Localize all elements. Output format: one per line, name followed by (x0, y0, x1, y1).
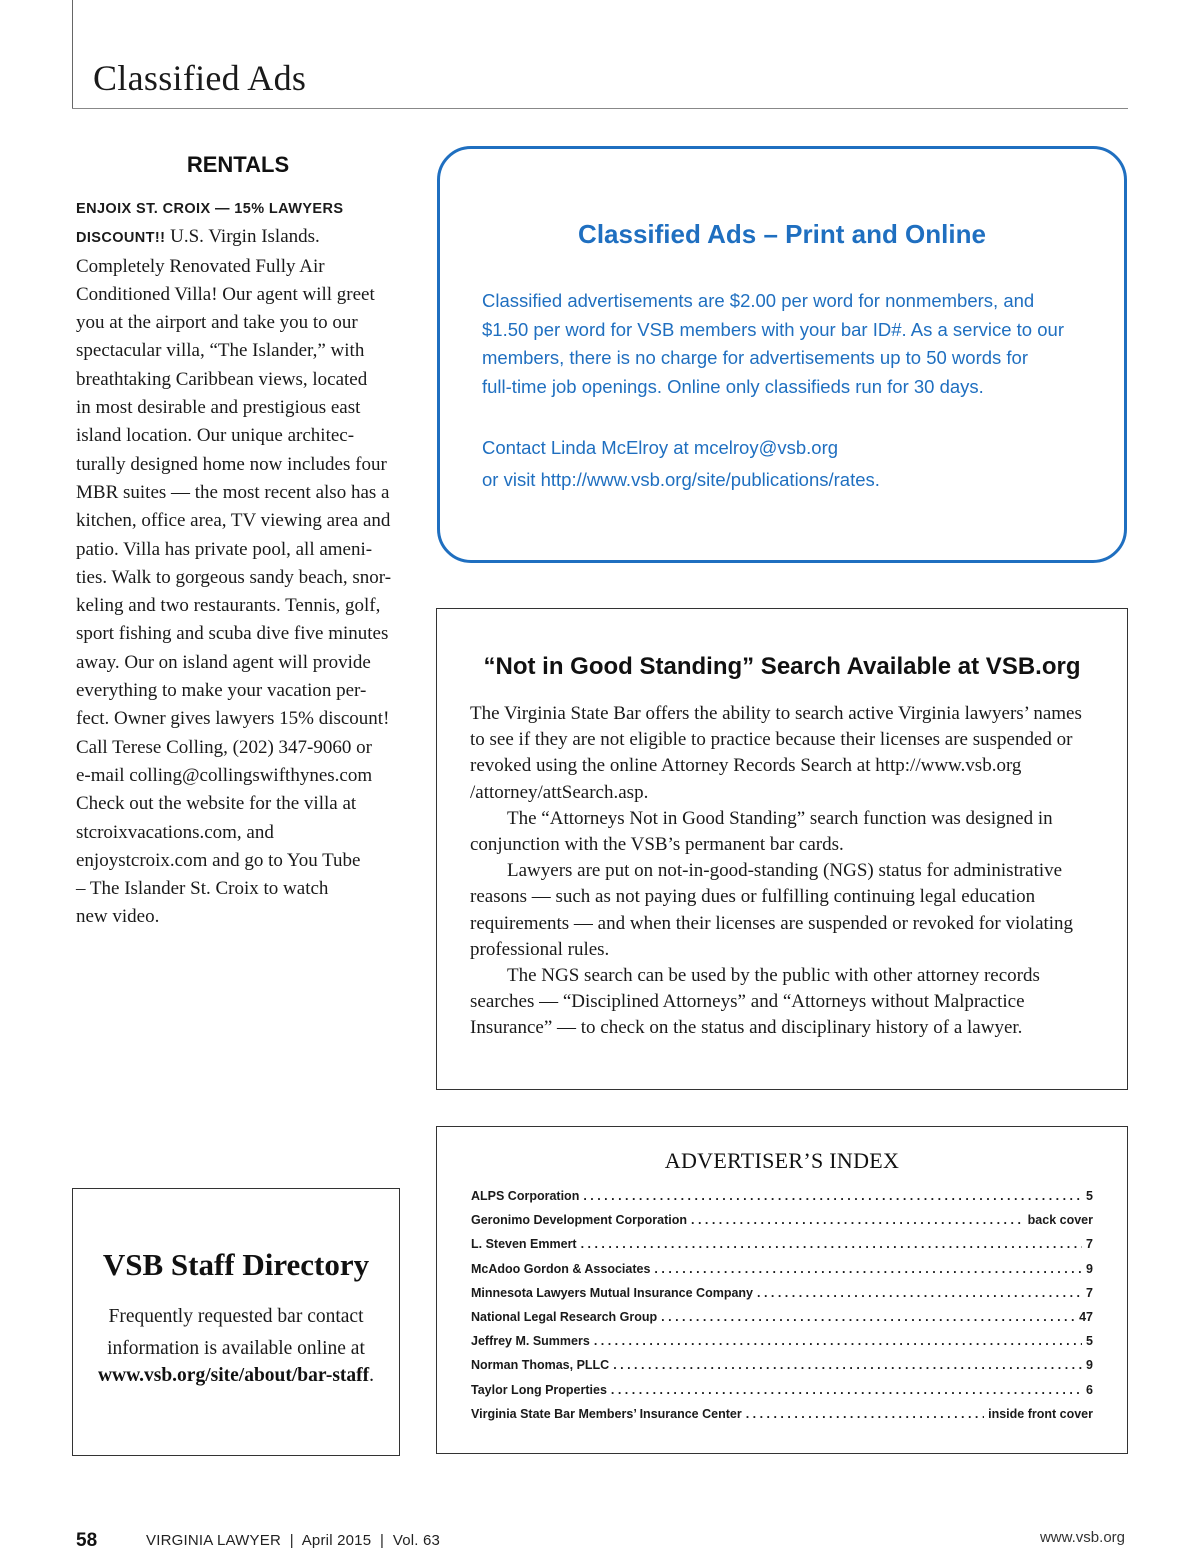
staff-directory-title: VSB Staff Directory (102, 1247, 370, 1282)
ngs-body (470, 701, 1110, 1042)
rental-ad-line: island location. Our unique architec- (76, 425, 355, 447)
magazine-footer: VIRGINIA LAWYER | April 2015 | Vol. 63 (146, 1532, 441, 1549)
staff-directory-link[interactable]: www.vsb.org/site/about/bar-staff (97, 1365, 370, 1386)
rental-ad-line: spectacular villa, “The Islander,” with (76, 340, 365, 362)
ngs-paragraph-4: The NGS search can be used by the public with other attorney records searches — “Disciplined Attorneys” and “Attorneys without Malpractice Insurance” — to check on the status and disciplinary history of a lawyer. (470, 965, 1040, 1039)
header-rule-horizontal (72, 108, 1128, 109)
advertiser-row: L. Steven Emmert . . . 7 (471, 1237, 1093, 1261)
rental-ad (76, 194, 416, 932)
classified-rates-line: Classified advertisements are $2.00 per word for nonmembers, and (482, 290, 1035, 311)
staff-directory-url (73, 1365, 399, 1387)
rental-ad-line: – The Islander St. Croix to watch (76, 878, 329, 900)
rental-ad-line: away. Our on island agent will provide (76, 651, 371, 673)
rentals-heading: RENTALS (186, 152, 290, 177)
ngs-paragraph-3: Lawyers are put on not-in-good-standing (NGS) status for administrative reasons — such as not paying dues or fulfilling continuing legal education requirements — and when their licenses are suspended or revoked for violating professional rules. (470, 860, 1074, 960)
classified-rates-box (437, 146, 1127, 563)
advertiser-row: Virginia State Bar Members’ Insurance Center . . . inside front cover (471, 1407, 1093, 1431)
rental-ad-line: Completely Renovated Fully Air (76, 255, 325, 277)
rental-ad-line: in most desirable and prestigious east (76, 397, 361, 419)
rental-ad-line: Call Terese Colling, (202) 347-9060 or (76, 736, 372, 758)
contact-url-line[interactable]: or visit http://www.vsb.org/site/publications/rates. (482, 469, 880, 490)
classified-rates-line: members, there is no charge for advertisements up to 50 words for (482, 347, 1029, 368)
advertiser-index-box (436, 1126, 1128, 1454)
ngs-paragraph-2: The “Attorneys Not in Good Standing” search function was designed in conjunction with the VSB’s permanent bar cards. (470, 807, 1053, 856)
advertiser-row: Taylor Long Properties . . . 6 (471, 1383, 1093, 1407)
ngs-article-box (436, 608, 1128, 1090)
advertiser-row: Jeffrey M. Summers . . . 5 (471, 1334, 1093, 1358)
ngs-paragraph-1: The Virginia State Bar offers the ability to search active Virginia lawyers’ names to see if they are not eligible to practice because their licenses are suspended or revoked using the online Attorney Records Search at http://www.vsb.org /attorney/attSearch.asp. (470, 703, 1082, 803)
staff-directory-text (73, 1301, 399, 1365)
classified-rates-contact (482, 432, 1102, 496)
rental-ad-headline-line2: DISCOUNT!! U.S. Virgin Islands. (76, 226, 320, 248)
contact-email-line[interactable]: Contact Linda McElroy at mcelroy@vsb.org (482, 437, 839, 458)
rental-ad-line: e-mail colling@collingswifthynes.com (76, 764, 373, 786)
rental-ad-line: turally designed home now includes four (76, 453, 387, 475)
staff-directory-url-suffix: . (369, 1365, 375, 1386)
rental-ad-line: fect. Owner gives lawyers 15% discount! (76, 708, 390, 730)
rental-ad-line: ties. Walk to gorgeous sandy beach, snor- (76, 566, 392, 588)
rental-ad-line: breathtaking Caribbean views, located (76, 368, 368, 390)
page-number: 58 (76, 1530, 98, 1551)
rental-ad-line: you at the airport and take you to our (76, 312, 358, 334)
staff-directory-text-line: Frequently requested bar contact (108, 1306, 364, 1327)
rental-ad-line: MBR suites — the most recent also has a (76, 481, 390, 503)
advertiser-row: McAdoo Gordon & Associates . . . 9 (471, 1262, 1093, 1286)
section-title: Classified Ads (93, 58, 307, 98)
advertiser-row: ALPS Corporation . . . 5 (471, 1189, 1093, 1213)
staff-directory-text-line: information is available online at (107, 1338, 365, 1359)
rental-ad-line: kitchen, office area, TV viewing area and (76, 510, 391, 532)
rental-ad-headline-line1: ENJOIX ST. CROIX — 15% LAWYERS (76, 201, 344, 217)
rental-ad-line: stcroixvacations.com, and (76, 821, 274, 843)
advertiser-row: National Legal Research Group . . . 47 (471, 1310, 1093, 1334)
classified-rates-title: Classified Ads – Print and Online (578, 219, 986, 249)
header-rule-vertical (72, 0, 73, 109)
rental-ad-line: Conditioned Villa! Our agent will greet (76, 283, 375, 305)
advertiser-index-title: ADVERTISER’S INDEX (664, 1148, 900, 1173)
rental-ad-line: enjoystcroix.com and go to You Tube (76, 849, 361, 871)
classified-rates-body (482, 287, 1102, 401)
advertiser-row: Geronimo Development Corporation . . . back cover (471, 1213, 1093, 1237)
ngs-title: “Not in Good Standing” Search Available at VSB.org (483, 653, 1081, 680)
rental-ad-line: Check out the website for the villa at (76, 793, 357, 815)
staff-directory-box (72, 1188, 400, 1456)
rental-ad-line: patio. Villa has private pool, all ameni- (76, 538, 373, 560)
classified-rates-line: $1.50 per word for VSB members with your bar ID#. As a service to our (482, 318, 1064, 340)
rental-ad-line: new video. (76, 906, 160, 928)
advertiser-row: Norman Thomas, PLLC . . . 9 (471, 1358, 1093, 1382)
advertiser-row: Minnesota Lawyers Mutual Insurance Company . . . 7 (471, 1286, 1093, 1310)
rental-ad-line: sport fishing and scuba dive five minutes (76, 623, 389, 645)
footer-website[interactable]: www.vsb.org (1039, 1529, 1125, 1546)
classified-rates-line: full-time job openings. Online only classifieds run for 30 days. (482, 375, 984, 397)
rental-ad-line: everything to make your vacation per- (76, 680, 367, 702)
rental-ad-line: keling and two restaurants. Tennis, golf, (76, 595, 381, 617)
advertiser-index-list (471, 1189, 1093, 1431)
